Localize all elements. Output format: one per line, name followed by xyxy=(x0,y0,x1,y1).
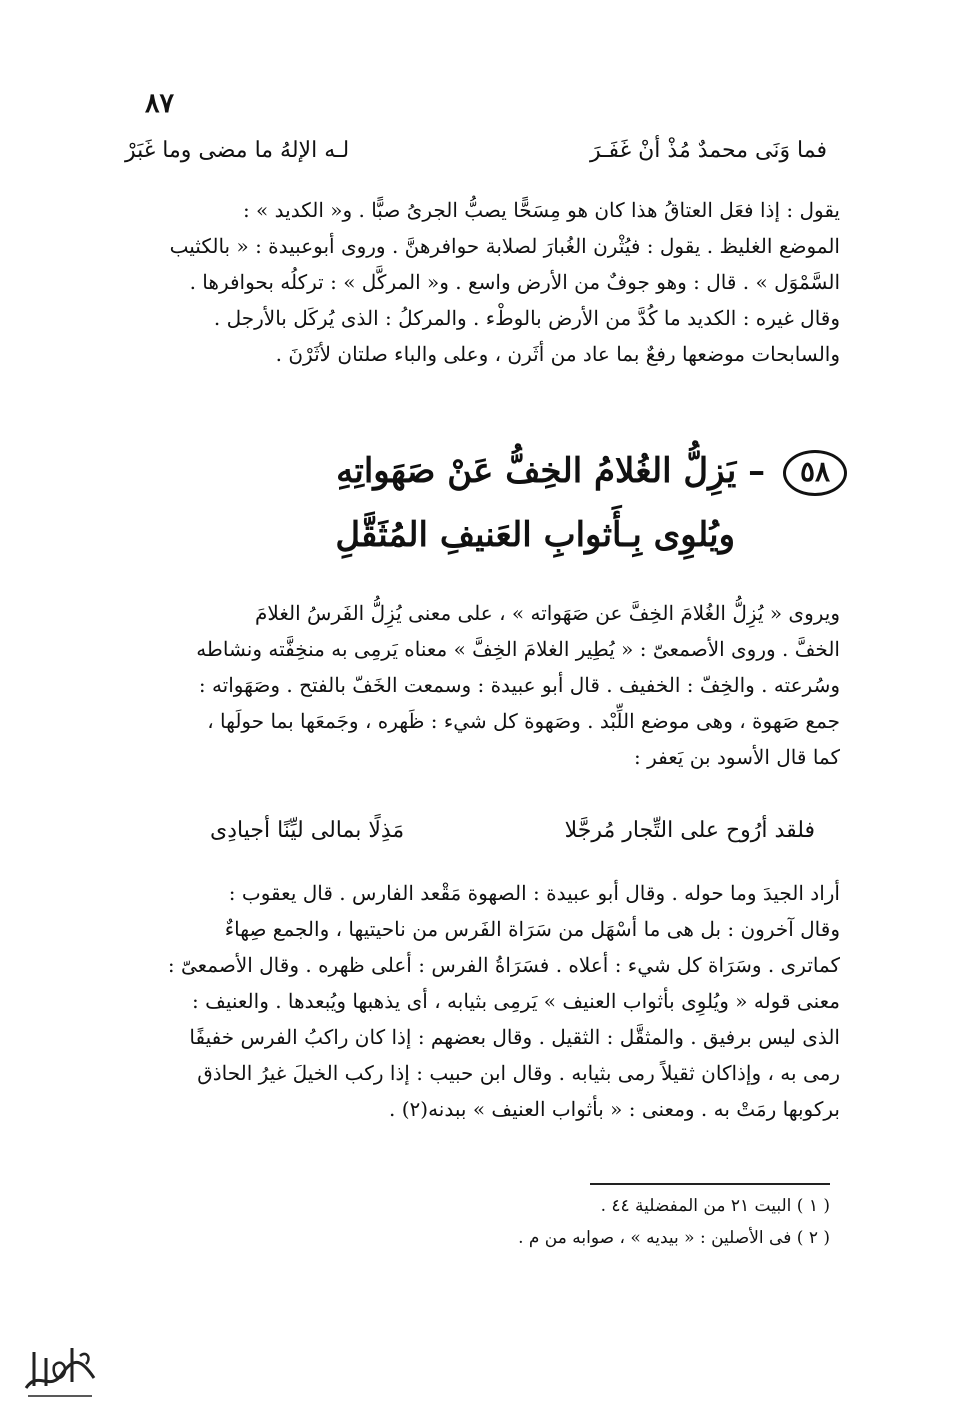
verse-heading-line-1 xyxy=(336,450,847,496)
text-line: السَّمْوَل » . قال : وهو جوفٌ من الأرض واسع . و« المركَّل » : تركلُه بحوافرها . xyxy=(189,270,840,294)
text-line: وسُرعته . والخِفّ : الخفيف . قال أبو عبيدة : وسمعت الخَفّ بالفتح . وصَهَواته : xyxy=(198,673,840,697)
footnote-divider xyxy=(590,1183,830,1185)
verse-heading-line-2: ويُلوِى بِـأَثوابِ العَنيفِ المُثَقَّلِ xyxy=(335,515,735,555)
text-line: معنى قوله « ويُلوِى بأثواب العنيف » يَرمِى بثيابه ، أى يذهبها ويُبعدها . والعنيف : xyxy=(192,989,840,1013)
footnote-1: ( ١ ) البيت ٢١ من المفضلية ٤٤ . xyxy=(600,1196,830,1216)
verse-heading-text-1: – يَزِلُّ الغُلامُ الخِفُّ عَنْ صَهَواتِهِ xyxy=(336,451,766,491)
text-line: ويروى « يُزِلُّ الغُلامَ الخِفَّ عن صَهَواته » ، على معنى يُزِلُّ الفَرسُ الغلامَ xyxy=(255,601,840,625)
commentary-paragraph-2 xyxy=(135,595,840,775)
text-line: والسابحات موضعها رفعٌ بما عاد من أثَرن ، وعلى والباء صلتان لأثَرْنَ . xyxy=(275,342,840,366)
text-line: الموضع الغليظ . يقول : فيُثْرن الغُبارَ لصلابة حوافرهنَّ . وروى أبوعبيدة : « بالكثيب xyxy=(169,234,840,258)
text-line: يقول : إذا فعَل العتاقُ هذا كان هو مِسَحًّا يصبُّ الجرىُ صبًّا . و« الكديد » : xyxy=(242,198,840,222)
commentary-paragraph-1 xyxy=(140,192,840,372)
calligraphy-seal-icon xyxy=(20,1330,100,1405)
page-number: ٨٧ xyxy=(145,88,175,119)
top-verse-left-hemistich: لـه الإلهُ ما مضى وما غَبَرْ xyxy=(125,138,350,163)
text-line: جمع صَهوة ، وهى موضع اللِّبْد . وصَهوة كل شيء : ظَهره ، وجَمعَها بما حولَها ، xyxy=(207,709,840,733)
text-line: وقال آخرون : بل هى ما أسْهَل من سَرَاة الفَرس من ناحيتيها ، والجمع صِهاءٌ xyxy=(224,917,840,941)
text-line: كما قال الأسود بن يَعفر : xyxy=(633,745,840,769)
quoted-verse-right-hemistich: فلقد أرُوح على التِّجار مُرجَّلا xyxy=(564,818,815,843)
verse-number-badge: ٥٨ xyxy=(783,450,847,496)
text-line: رمى به ، وإذاكان ثقيلاً رمى بثيابه . وقال ابن حبيب : إذا ركب الخيلَ غيرُ الحاذق xyxy=(197,1061,840,1085)
quoted-verse-left-hemistich: مَذِلًا بمالى ليِّنًا أجيادِى xyxy=(210,818,405,843)
text-line: الذى ليس برفيق . والمثقَّل : الثقيل . وقال بعضهم : إذا كان راكبُ الفرس خفيفًا xyxy=(189,1025,840,1049)
text-line: أراد الجيدَ وما حوله . وقال أبو عبيدة : الصهوة مَقْعد الفارس . قال يعقوب : xyxy=(228,881,840,905)
text-line: وقال غيره : الكديد ما كُدَّ من الأرض بالوطْء . والمركلُ : الذى يُركَل بالأرجل . xyxy=(213,306,840,330)
text-line: الخفَّ . وروى الأصمعىّ : « يُطِير الغلامَ الخِفَّ » معناه يَرمِى به منخِفَّته ونشاطه xyxy=(196,637,840,661)
text-line: كماترى . وسَرَاة كل شيء : أعلاه . فسَرَاةُ الفرس : أعلى ظهره . وقال الأصمعىّ : xyxy=(167,953,840,977)
footnote-2: ( ٢ ) فى الأصلين : « بيديه » ، صوابه من م . xyxy=(518,1228,830,1248)
top-verse-right-hemistich: فما وَنَى محمدٌ مُذْ أنْ غَفَـرَ xyxy=(589,138,827,163)
text-line: بركوبها رمَتْ به . ومعنى : « بأثواب العنيف » ببدنه(٢) . xyxy=(389,1097,840,1121)
commentary-paragraph-3 xyxy=(135,875,840,1127)
